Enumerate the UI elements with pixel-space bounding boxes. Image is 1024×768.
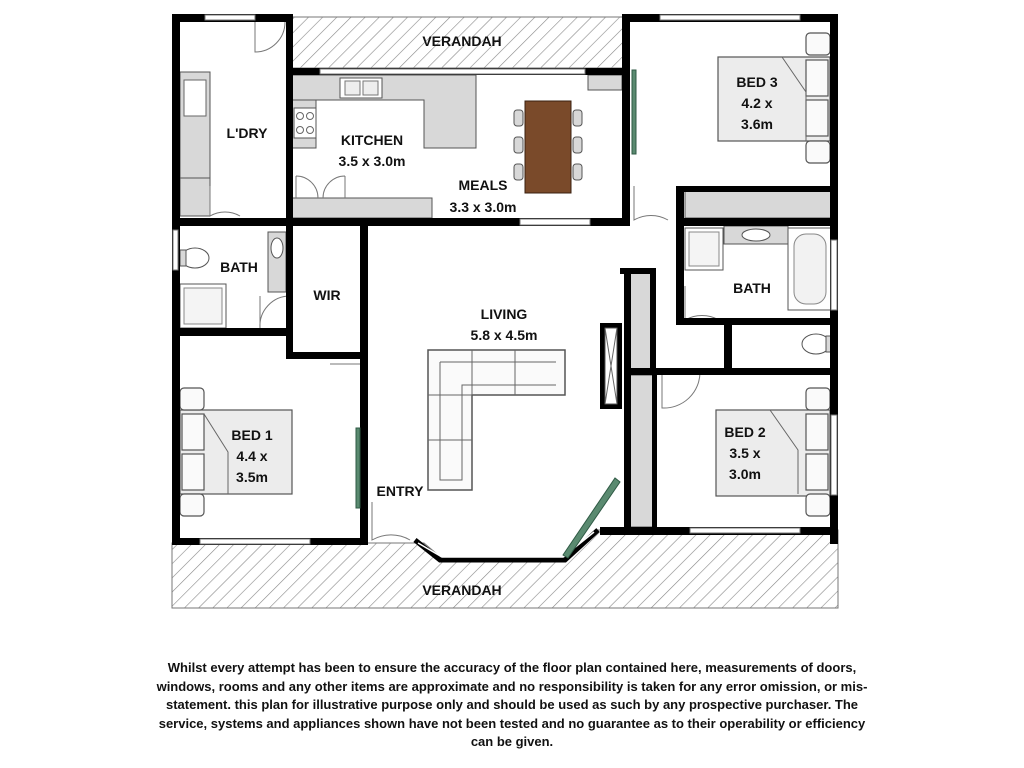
wir-label: WIR [313,287,341,303]
entry-label: ENTRY [376,483,424,499]
meals-size: 3.3 x 3.0m [449,199,517,215]
bed2-label: BED 2 [724,424,766,440]
kitchen-label: KITCHEN [340,132,404,148]
living-size: 5.8 x 4.5m [470,327,538,343]
meals-label: MEALS [458,177,508,193]
bed3-size-a: 4.2 x [741,95,773,111]
verandah-bottom-label: VERANDAH [422,582,502,598]
kitchen-size: 3.5 x 3.0m [338,153,406,169]
bed2-size-a: 3.5 x [729,445,761,461]
bath-left-label: BATH [220,259,258,275]
meals-table [514,101,582,193]
fireplace [600,323,622,409]
bed-3 [718,33,830,163]
bed1-size-b: 3.5m [236,469,268,485]
bed3-label: BED 3 [736,74,778,90]
bed2-size-b: 3.0m [729,466,761,482]
cooktop [294,108,316,138]
laundry-label: L'DRY [226,125,268,141]
sofa [428,350,565,490]
sink [340,78,382,98]
bed1-label: BED 1 [231,427,273,443]
bed3-size-b: 3.6m [741,116,773,132]
laundry-tub [180,72,210,178]
verandah-top-label: VERANDAH [422,33,502,49]
bath-left-fixtures [180,232,286,328]
disclaimer-text: Whilst every attempt has been to ensure the accuracy of the floor plan contained here, measurements of doors, windows, rooms and any other items are approximate and no responsibility is taken for any error omission, or mis-statement. this plan for illustrative purpose only and should be used as such by any prospective purchaser. The service, systems and appliances shown have not been tested and no guarantee as to their operability or efficiency can be given. [156,660,868,749]
bath-right-label: BATH [733,280,771,296]
bed1-size-a: 4.4 x [236,448,268,464]
living-label: LIVING [480,306,528,322]
